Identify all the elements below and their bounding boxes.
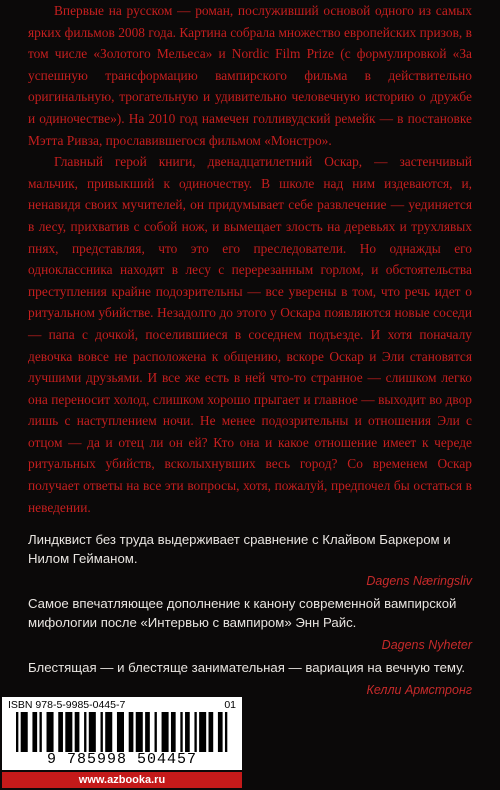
barcode-bar (225, 712, 227, 752)
barcode-bar (58, 712, 63, 752)
isbn-number: ISBN 978-5-9985-0445-7 (8, 699, 126, 711)
review-quote (28, 658, 472, 700)
barcode-bar (75, 712, 80, 752)
review-quote-source: Dagens Nyheter (381, 638, 472, 652)
review-quote-text: Линдквист без труда выдерживает сравнение с Клайвом Баркером и Нилом Гейманом. (28, 532, 451, 566)
review-quote-text: Самое впечатляющее дополнение к канону современной вампирской мифологии после «Интервью с вампиром» Энн Райс. (28, 596, 457, 630)
barcode-bar (89, 712, 96, 752)
barcode-block (2, 697, 242, 770)
barcode-bar (129, 712, 134, 752)
isbn-line (8, 699, 236, 711)
barcode-bar (47, 712, 54, 752)
barcode-digits: 9 785998 504457 (46, 751, 198, 768)
barcode-bar (21, 712, 28, 752)
barcode-bar (32, 712, 37, 752)
barcode-bar (105, 712, 112, 752)
barcode-bar (180, 712, 182, 752)
barcode-bar (162, 712, 169, 752)
blurb-paragraph-2: Главный герой книги, двенадцатилетний Оскар, — застенчивый мальчик, привыкший к одиночеству. В школе над ним издеваются, и, ненавидя своих мучителей, он придумывает себе развлечение — уединяется в лесу, прихватив с собой нож, и вымещает злость на деревьях и трухлявых пнях, представляя, что это его преследователи. Но однажды его одноклассника находят в лесу с перерезанным горлом, и обстоятельства преступления крайне подозрительны — все уверены в том, что речь идет о ритуальном убийстве. Незадолго до этого у Оскара появляются новые соседи — папа с дочкой, поселившиеся в соседнем подъезде. И хотя поначалу девочка вовсе не расположена к общению, вскоре Оскар и Эли становятся лучшими друзьями. И все же есть в ней что-то странное — слишком легко она переносит холод, слишком хорошо прыгает и главное — выходит во двор лишь с наступлением ночи. Не менее подозрительны и отношения Эли с отцом — да и отец ли он ей? Кто она и какое отношение имеет к череде ритуальных убийств, всколыхнувших весь город? Со временем Оскар получает ответы на все эти вопросы, хотя, пожалуй, предпочел бы остаться в неведении. (28, 154, 472, 515)
barcode-bar (218, 712, 223, 752)
barcode-bar (145, 712, 150, 752)
publisher-url[interactable]: www.azbooka.ru (2, 772, 242, 788)
barcode-bar (84, 712, 86, 752)
book-blurb (28, 0, 472, 518)
review-quote (28, 530, 472, 591)
barcode-bar (101, 712, 103, 752)
barcode-bar (155, 712, 157, 752)
blurb-paragraph-1: Впервые на русском — роман, послуживший основой одного из самых ярких фильмов 2008 года. Картина собрала множество европейских призов, в том числе «Золотого Мельеса» и Nordic Film Prize (с формулировкой «За успешную трансформацию вампирского фильма в действительно оригинальную, трогательную и удивительно человечную историю о дружбе и одиночестве»). На 2010 год намечен голливудский ремейк — в постановке Мэтта Ривза, прославившегося фильмом «Монстро». (28, 3, 472, 148)
review-quote-source: Келли Армстронг (366, 683, 472, 697)
review-quote-source: Dagens Næringsliv (366, 574, 472, 588)
review-quote-text: Блестящая — и блестяще занимательная — вариация на вечную тему. (28, 660, 466, 675)
barcode-bar (209, 712, 214, 752)
isbn-addon: 01 (224, 699, 236, 711)
barcode-bar (194, 712, 196, 752)
barcode-bar (185, 712, 190, 752)
barcode-bar (136, 712, 143, 752)
barcode-bar (39, 712, 41, 752)
barcode-bar (65, 712, 72, 752)
barcode-bar (199, 712, 206, 752)
barcode-bar (171, 712, 176, 752)
barcode-bars (16, 712, 232, 752)
barcode-bar (117, 712, 124, 752)
barcode-bar (16, 712, 18, 752)
review-quote (28, 594, 472, 655)
